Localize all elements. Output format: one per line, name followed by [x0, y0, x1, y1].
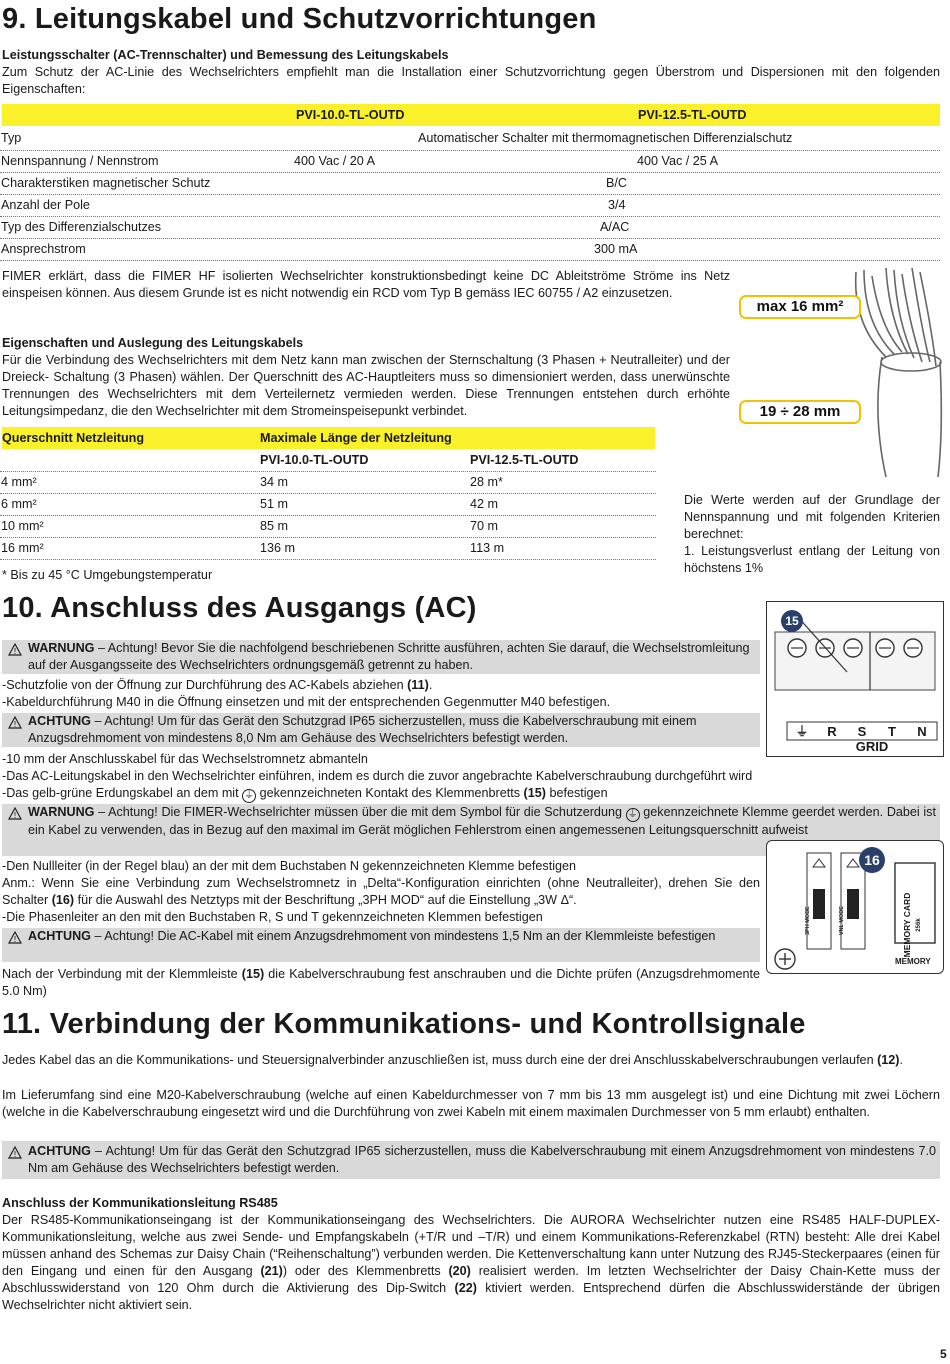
table-row: [0, 538, 656, 560]
page-number: 5: [940, 1347, 947, 1361]
warning-triangle-icon: [8, 1146, 22, 1159]
row-value-1: 400 Vac / 20 A: [294, 154, 375, 168]
achtung-2-text: [2, 928, 760, 945]
step-ref: (11): [407, 678, 429, 692]
achtung-2-label: ACHTUNG: [28, 929, 91, 943]
breaker-intro-text: Zum Schutz der AC-Linie des Wechselrichters empfiehlt man die Installation einer Schutzvorrichtung gegen Überstrom und Dispersionen mit den folgenden Eigenschaften:: [2, 65, 940, 96]
grid-mode-switch-figure: [766, 840, 944, 974]
achtung-3-body: – Achtung! Um für das Gerät den Schutzgrad IP65 sicherzustellen, muss die Kabelverschraubung mit einem Anzugsdrehmoment von mindestens 7.0 Nm am Gehäuse des Wechselrichters befestigt werden.: [28, 1144, 936, 1175]
step-neutral: -Den Nullleiter (in der Regel blau) an der mit dem Buchstaben N gekennzeichneten Klemme befestigen: [2, 859, 577, 873]
row-value-merged: 3/4: [608, 198, 626, 212]
cell-length-2: 70 m: [470, 519, 498, 533]
warning-triangle-icon: [8, 716, 22, 729]
warning-1-box: [2, 640, 760, 674]
achtung-3-text: [2, 1141, 940, 1177]
row-label: Nennspannung / Nennstrom: [1, 154, 159, 168]
terminal-label-t: T: [888, 724, 896, 739]
warning-1-body: – Achtung! Bevor Sie die nachfolgend beschriebenen Schritte ausführen, achten Sie darauf, die Wechselstromleitung auf der Ausgangsseite des Wechselrichters ordnungsgemäß getrennt zu haben.: [28, 641, 750, 672]
cell-length-1: 34 m: [260, 475, 288, 489]
step-text: gekennzeichneten Kontakt des Klemmenbretts: [256, 786, 524, 800]
cable-diameter-callout: 19 ÷ 28 mm: [739, 400, 861, 424]
section-11-title: 11. Verbindung der Kommunikations- und Kontrollsignale: [2, 1008, 806, 1040]
p1-ref: (12): [877, 1053, 900, 1067]
achtung-1-body: – Achtung! Um für das Gerät den Schutzgrad IP65 sicherzustellen, muss die Kabelverschraubung mit einem Anzugsdrehmoment von mindestens 8,0 Nm am Gehäuse des Wechselrichters befestigt werden.: [28, 714, 697, 745]
table-row: [0, 217, 940, 239]
cell-length-1: 51 m: [260, 497, 288, 511]
cell-length-1: 136 m: [260, 541, 296, 555]
warning-1-text: [2, 640, 760, 674]
warning-2-label: WARNUNG: [28, 805, 95, 819]
row-label: Ansprechstrom: [1, 242, 86, 256]
achtung-2-box: [2, 928, 760, 962]
p1-text: Jedes Kabel das an die Kommunikations- und Steuersignalverbinder anzuschließen ist, muss durch eine der drei Anschlusskabelverschraubungen verlaufen: [2, 1053, 878, 1067]
svg-text:!: !: [13, 935, 17, 944]
row-label: Anzahl der Pole: [1, 198, 90, 212]
cell-length-2: 28 m*: [470, 475, 503, 489]
grid-label: GRID: [855, 739, 889, 754]
achtung-3-label: ACHTUNG: [28, 1144, 91, 1158]
memory-card-text: MEMORY CARD: [902, 892, 912, 958]
cable-length-table-body: [0, 450, 656, 560]
cell-section: 10 mm²: [1, 519, 44, 533]
memory-bottom-label: MEMORY: [895, 957, 931, 966]
protective-earth-icon: ⏚: [627, 809, 638, 820]
terminal-labels: [787, 724, 937, 740]
row-label: Typ des Differenzialschutzes: [1, 220, 162, 234]
breaker-col-header-1: PVI-10.0-TL-OUTD: [296, 108, 405, 122]
protective-earth-icon: ⏚: [244, 790, 255, 801]
p1-end: .: [899, 1053, 903, 1067]
cable-length-table-header: [2, 427, 655, 449]
rs-text: ) oder des Klemmenbretts: [282, 1264, 449, 1278]
cable-conductor-callout: max 16 mm²: [739, 295, 861, 319]
terminal-block-figure: [766, 601, 944, 757]
rs485-subheading: Anschluss der Kommunikationsleitung RS485: [2, 1196, 278, 1210]
svg-text:!: !: [13, 647, 17, 656]
cable-description-text: Für die Verbindung des Wechselrichters mit dem Netz kann man zwischen der Sternschaltung (3 Phasen + Neutralleiter) und der Dreieck- Schaltung (3 Phasen) wählen. Der Querschnitt des AC-Hauptleiters muss so dimensioniert werden, dass unerwünschte Trennungen des Wechselrichters mit dem Verteilernetz vermieden werden. Diese Trennungen entstehen durch erhöhte Leitungsimpedanz, die den Wechselrichter mit dem Stromeinspeisepunkt verbindet.: [2, 353, 730, 418]
section-9-title: 9. Leitungskabel und Schutzvorrichtungen: [2, 3, 597, 35]
section-10-title: 10. Anschluss des Ausgangs (AC): [2, 592, 477, 624]
section-11-paragraph-1: [2, 1052, 940, 1069]
breaker-table-body: [0, 128, 940, 261]
terminal-label-n: N: [917, 724, 927, 739]
cell-section: 6 mm²: [1, 497, 37, 511]
rs-text: ktiviert werden. Entsprechend dürfen die Abschlusswiderstände der übrigen Wechselrichter nicht aktiviert sein.: [2, 1281, 940, 1312]
step-phases: -Die Phasenleiter an den mit den Buchstaben R, S und T gekennzeichneten Klemmen befestigen: [2, 910, 543, 924]
step-insert-cable: -Das AC-Leitungskabel in den Wechselrichter einführen, indem es durch die zuvor angebrachte Kabelverschraubung durchgeführt wird: [2, 769, 753, 783]
warning-1-label: WARNUNG: [28, 641, 95, 655]
after-text: Nach der Verbindung mit der Klemmleiste: [2, 967, 242, 981]
step-remove-foil: [2, 677, 432, 694]
cell-section: 16 mm²: [1, 541, 44, 555]
figure-16-badge: 16: [859, 847, 885, 873]
step-earth-cable: [2, 785, 608, 803]
breaker-subheading: Leistungsschalter (AC-Trennschalter) und Bemessung des Leitungskabels: [2, 48, 449, 62]
achtung-1-box: [2, 713, 760, 747]
table-row: [0, 494, 656, 516]
row-value-merged: Automatischer Schalter mit thermomagnetischen Differenzialschutz: [418, 131, 793, 145]
warning-2-body-a: – Achtung! Die FIMER-Wechselrichter müssen über die mit dem Symbol für die Schutzerdung: [94, 805, 626, 819]
figure-15-badge: 15: [781, 610, 803, 632]
row-label: Charakterstiken magnetischer Schutz: [1, 176, 211, 190]
cable-subheader-2: PVI-12.5-TL-OUTD: [470, 453, 579, 467]
table-row: [0, 195, 940, 217]
cable-col-header-length: Maximale Länge der Netzleitung: [260, 431, 452, 445]
after-connection-text: [2, 966, 760, 1000]
breaker-col-header-2: PVI-12.5-TL-OUTD: [638, 108, 747, 122]
warning-triangle-icon: [8, 807, 22, 820]
cell-length-2: 113 m: [470, 541, 505, 555]
step-end: .: [428, 678, 433, 692]
earth-symbol-icon: ⏚: [795, 724, 809, 739]
row-label: Typ: [1, 131, 22, 145]
achtung-2-body: – Achtung! Die AC-Kabel mit einem Anzugsdrehmoment von mindestens 1,5 Nm an der Klemmleiste befestigen: [90, 929, 716, 943]
after-text: die Kabelverschraubung fest anschrauben und die Dichte prüfen (Anzugsdrehmomente 5.0 Nm): [2, 967, 760, 998]
cable-col-header-section: Querschnitt Netzleitung: [2, 431, 145, 445]
calculation-side-note: [684, 492, 940, 577]
note-text: für die Auswahl des Netztyps mit der Beschriftung „3PH MOD“ auf die Einstellung „3W Δ“.: [74, 893, 577, 907]
step-ref: (15): [523, 786, 546, 800]
svg-text:!: !: [13, 720, 17, 729]
after-ref: (15): [241, 967, 265, 981]
cell-length-1: 85 m: [260, 519, 288, 533]
memory-card-label: [902, 890, 924, 960]
table-row: [0, 516, 656, 538]
side-note-item: 1. Leistungsverlust entlang der Leitung von höchstens 1%: [684, 544, 940, 575]
warning-triangle-icon: [8, 931, 22, 944]
table-subheader-row: [0, 450, 656, 472]
achtung-1-text: [2, 713, 760, 747]
step-insert-gland: -Kabeldurchführung M40 in die Öffnung einsetzen und mit der entsprechenden Gegenmutter M40 befestigen.: [2, 695, 611, 709]
section-11-paragraph-2: Im Lieferumfang sind eine M20-Kabelverschraubung (welche auf einen Kabeldurchmesser von 7 mm bis 13 mm ausgelegt ist) und eine Dichtung mit zwei Löchern (welche in die Kabelverschraubung eingesetzt wird und die Durchführung von zwei Kabeln mit einem maximalen Durchmesser von 5 mm erlaubt) enthalten.: [2, 1088, 940, 1119]
warning-triangle-icon: [8, 643, 22, 656]
step-text: -Schutzfolie von der Öffnung zur Durchführung des AC-Kabels abziehen: [2, 678, 408, 692]
cable-subheading: Eigenschaften und Auslegung des Leitungskabels: [2, 336, 304, 350]
memory-card-size: 256k: [916, 918, 922, 932]
note-text: Anm.: Wenn Sie eine Verbindung zum Wechselstromnetz in „Delta“-Konfiguration einrichten (ohne Neutralleiter), drehen Sie den Schalter: [2, 876, 760, 907]
switch-label-vnl-mode: VNL MODE: [839, 906, 845, 935]
row-value-2: 400 Vac / 25 A: [637, 154, 718, 168]
cable-table-footnote: * Bis zu 45 °C Umgebungstemperatur: [2, 568, 213, 582]
breaker-table-header: [2, 104, 940, 126]
note-ref: (16): [51, 893, 75, 907]
side-note-text: Die Werte werden auf der Grundlage der Nennspannung und mit folgenden Kriterien berechnet:: [684, 493, 940, 541]
switch-label-3ph-mode: 3PH MODE: [805, 906, 811, 935]
achtung-1-label: ACHTUNG: [28, 714, 91, 728]
warning-2-body-b: gekennzeichnete Klemme geerdet werden. Dabei ist ein Kabel zu verwenden, das in Bezug auf den maximal im Gerät möglichen Fehlerstrom einen angemessenen Leitungsquerschnitt aufweist: [28, 805, 936, 837]
rs-ref: (22): [454, 1281, 477, 1295]
fimer-statement: FIMER erklärt, dass die FIMER HF isolierten Wechselrichter konstruktionsbedingt keine DC Ableitströme Ströme ins Netz einspeisen können. Aus diesem Grunde ist es nicht notwendig ein RCD vom Typ B gemäss IEC 60755 / A2 einzusetzen.: [2, 269, 730, 300]
svg-text:!: !: [13, 811, 17, 820]
table-row: [0, 128, 940, 151]
delta-note: [2, 875, 760, 909]
rs-text: realisiert werden. Im letzten Wechselrichter der Daisy Chain-Kette muss der Abschlusswiderstand von 120 Ohm durch die Aktivierung des Dip-Switch: [2, 1264, 940, 1295]
table-row: [0, 472, 656, 494]
table-row: [0, 173, 940, 195]
cell-section: 4 mm²: [1, 475, 37, 489]
rs485-paragraph: [2, 1212, 940, 1314]
table-row: [0, 151, 940, 173]
row-value-merged: 300 mA: [594, 242, 638, 256]
row-value-merged: A/AC: [600, 220, 630, 234]
step-text: befestigen: [545, 786, 608, 800]
svg-text:!: !: [13, 1150, 17, 1159]
rs-ref: (21): [260, 1264, 283, 1278]
rs-text: Der RS485-Kommunikationseingang ist der Kommunikationseingang des Wechselrichters. Die AURORA Wechselrichter nutzen eine RS485 HALF-DUPLEX-Kommunikationsleitung, welche aus zwei Sende- und Empfangskabeln (+T/R und –T/R) und einem Kommunikations-Referenzkabel (RTN) besteht: Alle drei Kabel müssen anhand des Schemas zur Daisy Chain (“Reihenschaltung”) verbunden werden. Die Kettenverschaltung kann unter Nutzung des RJ45-Steckerpaares (einen für den Eingang und einen für den Ausgang: [2, 1213, 940, 1278]
step-strip-cable: -10 mm der Anschlusskabel für das Wechselstromnetz abmanteln: [2, 752, 368, 766]
cell-length-2: 42 m: [470, 497, 498, 511]
table-row: [0, 239, 940, 261]
row-value-merged: B/C: [606, 176, 627, 190]
terminal-label-s: S: [857, 724, 867, 739]
achtung-3-box: [2, 1141, 940, 1179]
warning-2-text: [2, 804, 940, 839]
step-text: -Das gelb-grüne Erdungskabel an dem mit: [2, 786, 243, 800]
cable-subheader-1: PVI-10.0-TL-OUTD: [260, 453, 369, 467]
rs-ref: (20): [448, 1264, 471, 1278]
terminal-label-r: R: [827, 724, 837, 739]
